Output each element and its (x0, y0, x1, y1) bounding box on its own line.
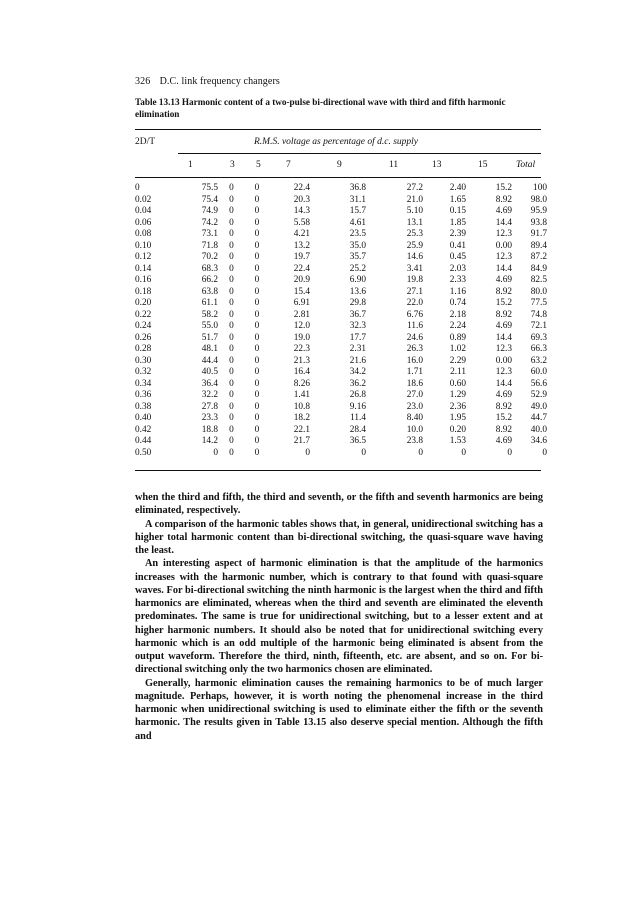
column-header: 7 (286, 160, 291, 170)
table-cell: 73.1 (201, 229, 218, 240)
table-cell: 16.4 (293, 367, 310, 378)
row-label-cell: 0.16 (135, 275, 152, 286)
table-cell: 74.2 (201, 217, 218, 228)
table-cell: 0 (254, 424, 260, 435)
table-cell: 13.2 (293, 240, 310, 251)
table-cell: 0.00 (495, 355, 512, 366)
table-cell: 1.71 (406, 367, 423, 378)
table-cell: 4.61 (349, 217, 366, 228)
table-cell: 0 (229, 344, 234, 355)
table-cell: 8.92 (495, 401, 512, 412)
row-label-cell: 0.02 (135, 194, 152, 205)
table-cell: 98.0 (530, 194, 547, 205)
table-cell: 0.45 (449, 252, 466, 263)
table-cell: 0 (254, 252, 260, 263)
table-cell: 4.69 (495, 275, 512, 286)
table-cell: 89.4 (530, 240, 547, 251)
body-text (135, 491, 543, 743)
row-label-cell: 0.36 (135, 390, 152, 401)
table-cell: 0 (229, 424, 234, 435)
table-cell: 0.60 (449, 378, 466, 389)
table-caption: Table 13.13 Harmonic content of a two-pulse bi-directional wave with third and fifth harmonic elimination (135, 97, 506, 119)
table-cell: 19.0 (293, 332, 310, 343)
table-cell: 22.3 (293, 344, 310, 355)
table-cell: 66.3 (530, 344, 547, 355)
table-row (135, 367, 547, 379)
harmonic-table (135, 183, 547, 459)
table-cell: 2.31 (349, 344, 366, 355)
table-cell: 2.03 (449, 263, 466, 274)
table-cell: 35.0 (349, 240, 366, 251)
row-label-cell: 0.24 (135, 321, 152, 332)
table-cell: 12.3 (495, 229, 512, 240)
table-row (135, 183, 547, 195)
table-cell: 2.11 (450, 367, 466, 378)
row-header: 2D/T (135, 137, 156, 147)
table-cell: 2.40 (449, 183, 466, 193)
table-cell: 0 (213, 447, 218, 458)
table-cell: 22.4 (293, 263, 310, 274)
table-cell: 8.26 (293, 378, 310, 389)
table-cell: 2.24 (449, 321, 466, 332)
table-row (135, 241, 547, 253)
table-cell: 2.18 (449, 309, 466, 320)
table-cell: 27.8 (201, 401, 218, 412)
table-cell: 0 (229, 332, 234, 343)
table-cell: 26.8 (349, 390, 366, 401)
table-row (135, 390, 547, 402)
table-cell: 56.6 (530, 378, 547, 389)
table-cell: 15.2 (495, 183, 512, 193)
table-row (135, 356, 547, 368)
table-cell: 0 (305, 447, 310, 458)
table-cell: 9.16 (349, 401, 366, 412)
table-cell: 100 (533, 183, 547, 193)
table-cell: 52.9 (530, 390, 547, 401)
table-cell: 1.41 (293, 390, 310, 401)
table-bottom-rule (135, 470, 541, 471)
table-cell: 91.7 (530, 229, 547, 240)
table-row (135, 448, 547, 460)
table-cell: 23.0 (406, 401, 423, 412)
table-cell: 15.7 (349, 206, 366, 217)
table-cell: 13.6 (349, 286, 366, 297)
table-cell: 28.4 (349, 424, 366, 435)
table-cell: 0 (418, 447, 423, 458)
table-cell: 44.4 (201, 355, 218, 366)
table-cell: 36.8 (349, 183, 366, 193)
table-cell: 0 (229, 286, 234, 297)
row-label-cell: 0.10 (135, 240, 152, 251)
row-label-cell: 0.18 (135, 286, 152, 297)
column-header: 11 (389, 160, 399, 170)
table-cell: 0 (254, 217, 260, 228)
table-cell: 2.39 (449, 229, 466, 240)
row-label-cell: 0.06 (135, 217, 152, 228)
table-cell: 3.41 (406, 263, 423, 274)
table-row (135, 402, 547, 414)
running-header (135, 76, 280, 87)
table-row (135, 264, 547, 276)
row-label-cell: 0.08 (135, 229, 152, 240)
table-cell: 0 (254, 309, 260, 320)
table-cell: 23.5 (349, 229, 366, 240)
table-cell: 2.29 (449, 355, 466, 366)
table-cell: 61.1 (201, 298, 218, 309)
table-cell: 0 (254, 332, 260, 343)
table-cell: 82.5 (530, 275, 547, 286)
table-cell: 0 (254, 275, 260, 286)
table-cell: 0 (254, 206, 260, 217)
column-header-total: Total (516, 160, 536, 170)
table-cell: 0 (229, 390, 234, 401)
table-cell: 0 (229, 194, 234, 205)
table-cell: 27.0 (406, 390, 423, 401)
row-label-cell: 0.38 (135, 401, 152, 412)
table-cell: 60.0 (530, 367, 547, 378)
table-cell: 1.53 (449, 436, 466, 447)
table-row (135, 287, 547, 299)
table-cell: 21.0 (406, 194, 423, 205)
table-cell: 0.20 (449, 424, 466, 435)
table-row (135, 229, 547, 241)
table-cell: 0 (542, 447, 547, 458)
table-cell: 0 (254, 286, 260, 297)
running-title: D.C. link frequency changers (159, 76, 280, 87)
table-cell: 22.4 (293, 183, 310, 193)
table-top-rule (135, 129, 541, 130)
table-cell: 0 (254, 321, 260, 332)
table-cell: 21.3 (293, 355, 310, 366)
table-cell: 0 (229, 275, 234, 286)
table-cell: 1.16 (449, 286, 466, 297)
table-cell: 63.8 (201, 286, 218, 297)
table-cell: 0 (229, 413, 234, 424)
table-cell: 74.9 (201, 206, 218, 217)
table-cell: 6.76 (406, 309, 423, 320)
table-row (135, 218, 547, 230)
row-label-cell: 0.34 (135, 378, 152, 389)
table-cell: 80.0 (530, 286, 547, 297)
table-cell: 0.41 (449, 240, 466, 251)
table-cell: 27.2 (406, 183, 423, 193)
column-header: 13 (432, 160, 442, 170)
table-cell: 0 (229, 240, 234, 251)
table-cell: 68.3 (201, 263, 218, 274)
table-cell: 15.2 (495, 298, 512, 309)
table-row (135, 252, 547, 264)
paragraph: An interesting aspect of harmonic elimination is that the amplitude of the harmonics increases with the harmonic number, which is contrary to that found with quasi-square waves. For bi-directional switching the ninth harmonic is the largest when the third and fifth harmonics are eliminated, whereas when the third and seventh are eliminated the eleventh predominates. The same is true for unidirectional switching, but to a lesser extent and at higher harmonic numbers. It should also be noted that for unidirectional switching every harmonic which is an odd multiple of the harmonic being eliminated is absent from the output waveform. Therefore the third, ninth, fifteenth, etc. are absent, and so on. For bi-directional switching only the two harmonics chosen are eliminated. (135, 558, 543, 676)
table-cell: 69.3 (530, 332, 547, 343)
paragraph: Generally, harmonic elimination causes the remaining harmonics to be of much larger magnitude. Perhaps, however, it is worth noting the phenomenal increase in the third harmonic when unidirectional switching is used to eliminate either the fifth or the seventh harmonic. The results given in Table 13.15 also deserve special mention. Although the fifth and (135, 677, 543, 742)
table-cell: 14.3 (293, 206, 310, 217)
table-row (135, 413, 547, 425)
table-cell: 1.29 (449, 390, 466, 401)
table-cell: 0 (254, 367, 260, 378)
table-cell: 23.3 (201, 413, 218, 424)
table-cell: 77.5 (530, 298, 547, 309)
table-cell: 1.95 (449, 413, 466, 424)
table-cell: 0 (254, 344, 260, 355)
table-cell: 0 (254, 401, 260, 412)
paragraph: A comparison of the harmonic tables shows that, in general, unidirectional switching has a higher total harmonic content than bi-directional switching, the quasi-square wave having the least. (135, 518, 543, 556)
table-cell: 18.6 (406, 378, 423, 389)
table-cell: 22.0 (406, 298, 423, 309)
row-label-cell: 0.42 (135, 424, 152, 435)
table-cell: 6.90 (349, 275, 366, 286)
row-label-cell: 0.28 (135, 344, 152, 355)
table-cell: 70.2 (201, 252, 218, 263)
group-header-rule (178, 153, 541, 154)
table-cell: 14.2 (201, 436, 218, 447)
table-cell: 25.2 (349, 263, 366, 274)
table-cell: 11.6 (407, 321, 423, 332)
table-cell: 0 (229, 298, 234, 309)
table-cell: 2.36 (449, 401, 466, 412)
column-header: 1 (188, 160, 193, 170)
table-cell: 0 (229, 183, 234, 193)
table-cell: 10.0 (406, 424, 423, 435)
table-cell: 15.4 (293, 286, 310, 297)
table-cell: 66.2 (201, 275, 218, 286)
table-cell: 84.9 (530, 263, 547, 274)
table-cell: 51.7 (201, 332, 218, 343)
table-cell: 20.3 (293, 194, 310, 205)
table-cell: 63.2 (530, 355, 547, 366)
table-cell: 5.58 (293, 217, 310, 228)
table-row (135, 206, 547, 218)
column-header-rule (135, 177, 541, 178)
table-cell: 19.8 (406, 275, 423, 286)
column-header: 15 (478, 160, 488, 170)
table-cell: 22.1 (293, 424, 310, 435)
table-cell: 21.7 (293, 436, 310, 447)
table-cell: 0 (254, 183, 260, 193)
table-cell: 0 (229, 321, 234, 332)
table-cell: 19.7 (293, 252, 310, 263)
paragraph: when the third and fifth, the third and seventh, or the fifth and seventh harmonics are being eliminated, respectively. (135, 492, 543, 517)
table-row (135, 195, 547, 207)
table-cell: 12.0 (293, 321, 310, 332)
row-label-cell: 0.44 (135, 436, 152, 447)
table-cell: 21.6 (349, 355, 366, 366)
table-cell: 14.4 (495, 263, 512, 274)
table-cell: 93.8 (530, 217, 547, 228)
table-cell: 75.5 (201, 183, 218, 193)
table-row (135, 275, 547, 287)
table-cell: 16.0 (406, 355, 423, 366)
table-cell: 6.91 (293, 298, 310, 309)
table-cell: 0 (254, 447, 260, 458)
table-cell: 0 (229, 447, 234, 458)
table-cell: 0.74 (449, 298, 466, 309)
table-row (135, 321, 547, 333)
column-header: 5 (256, 160, 261, 170)
table-row (135, 436, 547, 448)
table-cell: 0 (254, 355, 260, 366)
table-cell: 55.0 (201, 321, 218, 332)
table-cell: 0 (229, 367, 234, 378)
table-cell: 0 (254, 378, 260, 389)
row-label-cell: 0.04 (135, 206, 152, 217)
table-cell: 0 (254, 263, 260, 274)
table-cell: 0 (461, 447, 466, 458)
table-cell: 87.2 (530, 252, 547, 263)
table-cell: 2.81 (293, 309, 310, 320)
table-cell: 75.4 (201, 194, 218, 205)
row-label-cell: 0.32 (135, 367, 152, 378)
table-cell: 25.9 (406, 240, 423, 251)
table-cell: 8.92 (495, 309, 512, 320)
table-cell: 34.2 (349, 367, 366, 378)
table-cell: 35.7 (349, 252, 366, 263)
table-cell: 58.2 (201, 309, 218, 320)
table-row (135, 310, 547, 322)
table-cell: 1.02 (449, 344, 466, 355)
table-cell: 25.3 (406, 229, 423, 240)
table-cell: 34.6 (530, 436, 547, 447)
table-cell: 8.92 (495, 194, 512, 205)
table-row (135, 379, 547, 391)
table-cell: 1.85 (449, 217, 466, 228)
table-cell: 0 (254, 229, 260, 240)
row-label-cell: 0.50 (135, 447, 152, 458)
table-cell: 12.3 (495, 344, 512, 355)
table-cell: 0 (229, 378, 234, 389)
table-cell: 0 (254, 436, 260, 447)
table-cell: 74.8 (530, 309, 547, 320)
row-label-cell: 0.30 (135, 355, 152, 366)
table-cell: 4.69 (495, 321, 512, 332)
table-cell: 18.2 (293, 413, 310, 424)
table-cell: 0 (507, 447, 512, 458)
table-cell: 14.4 (495, 378, 512, 389)
page-number: 326 (135, 76, 151, 87)
table-cell: 0.15 (449, 206, 466, 217)
table-cell: 0 (229, 217, 234, 228)
table-cell: 14.6 (406, 252, 423, 263)
table-cell: 71.8 (201, 240, 218, 251)
table-cell: 36.2 (349, 378, 366, 389)
table-cell: 72.1 (530, 321, 547, 332)
table-cell: 0 (254, 240, 260, 251)
table-cell: 0 (229, 229, 234, 240)
table-cell: 8.40 (406, 413, 423, 424)
row-label-cell: 0.22 (135, 309, 152, 320)
table-cell: 4.21 (293, 229, 310, 240)
table-cell: 24.6 (406, 332, 423, 343)
column-header: 3 (230, 160, 235, 170)
table-cell: 36.4 (201, 378, 218, 389)
table-cell: 32.3 (349, 321, 366, 332)
table-row (135, 298, 547, 310)
table-cell: 27.1 (406, 286, 423, 297)
group-header: R.M.S. voltage as percentage of d.c. supply (254, 137, 419, 147)
table-row (135, 344, 547, 356)
table-cell: 0 (254, 390, 260, 401)
table-cell: 0 (229, 252, 234, 263)
table-cell: 0 (229, 436, 234, 447)
table-cell: 44.7 (530, 413, 547, 424)
table-cell: 0 (361, 447, 366, 458)
row-label-cell: 0.40 (135, 413, 152, 424)
table-cell: 26.3 (406, 344, 423, 355)
table-cell: 11.4 (350, 413, 366, 424)
table-cell: 0.89 (449, 332, 466, 343)
table-cell: 0 (254, 298, 260, 309)
table-cell: 0 (229, 309, 234, 320)
table-cell: 10.8 (293, 401, 310, 412)
table-cell: 31.1 (349, 194, 366, 205)
table-cell: 2.33 (449, 275, 466, 286)
table-cell: 20.9 (293, 275, 310, 286)
row-label-cell: 0.20 (135, 298, 152, 309)
table-cell: 95.9 (530, 206, 547, 217)
table-cell: 17.7 (349, 332, 366, 343)
table-cell: 18.8 (201, 424, 218, 435)
table-cell: 40.0 (530, 424, 547, 435)
row-label-cell: 0.26 (135, 332, 152, 343)
table-cell: 36.5 (349, 436, 366, 447)
row-label-cell: 0.14 (135, 263, 152, 274)
table-cell: 4.69 (495, 390, 512, 401)
column-header: 9 (337, 160, 342, 170)
table-cell: 29.8 (349, 298, 366, 309)
table-cell: 5.10 (406, 206, 423, 217)
table-cell: 0 (229, 355, 234, 366)
table-cell: 49.0 (530, 401, 547, 412)
table-cell: 32.2 (201, 390, 218, 401)
table-cell: 36.7 (349, 309, 366, 320)
table-cell: 0 (229, 401, 234, 412)
table-cell: 1.65 (449, 194, 466, 205)
table-cell: 0 (254, 413, 260, 424)
table-cell: 14.4 (495, 332, 512, 343)
table-cell: 0 (254, 194, 260, 205)
table-cell: 4.69 (495, 436, 512, 447)
table-row (135, 425, 547, 437)
table-cell: 13.1 (406, 217, 423, 228)
table-cell: 15.2 (495, 413, 512, 424)
row-label-cell: 0 (135, 183, 140, 193)
table-cell: 23.8 (406, 436, 423, 447)
table-cell: 0.00 (495, 240, 512, 251)
row-label-cell: 0.12 (135, 252, 152, 263)
table-cell: 12.3 (495, 367, 512, 378)
table-cell: 12.3 (495, 252, 512, 263)
table-cell: 14.4 (495, 217, 512, 228)
table-cell: 4.69 (495, 206, 512, 217)
table-cell: 8.92 (495, 424, 512, 435)
table-cell: 0 (229, 263, 234, 274)
table-cell: 0 (229, 206, 234, 217)
table-cell: 8.92 (495, 286, 512, 297)
table-row (135, 333, 547, 345)
table-cell: 48.1 (201, 344, 218, 355)
table-cell: 40.5 (201, 367, 218, 378)
